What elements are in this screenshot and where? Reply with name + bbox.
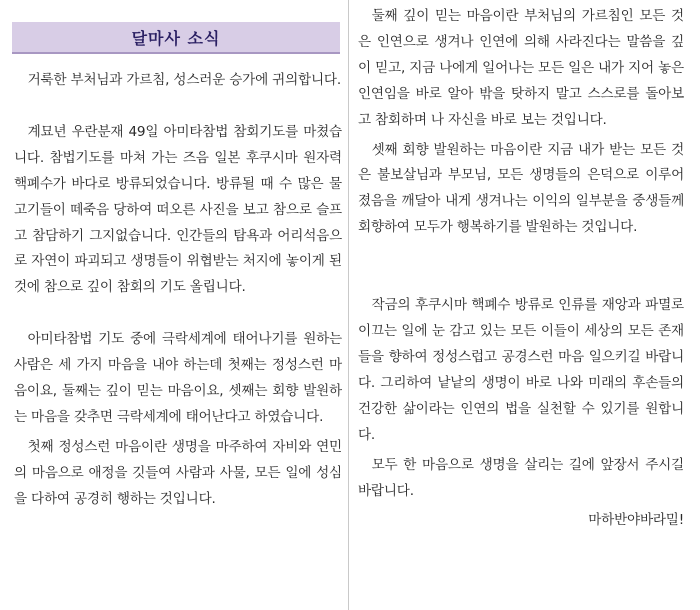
paragraph-fukushima: 작금의 후쿠시마 핵폐수 방류로 인류를 재앙과 파멸로 이끄는 일에 눈 감고 있는 모든 이들이 세상의 모든 존재들을 향하여 정성스럽고 공경스런 마음 일으키길 바랍니다. 그리하여 낱낱의 생명이 바로 나와 미래의 후손들의 건강한 삶이라는 인연의 법을 실천할 수 있기를 원합니다. (358, 297, 684, 443)
right-column (358, 4, 684, 534)
section-title: 달마사 소식 (131, 28, 221, 48)
paragraph-sincere-mind: 첫째 정성스런 마음이란 생명을 마주하여 자비와 연민의 마음으로 애정을 깃들여 사람과 사물, 모든 일에 성심을 다하여 공경히 행하는 것입니다. (14, 438, 342, 507)
column-divider (348, 0, 349, 610)
closing-chant: 마하반야바라밀! (588, 512, 684, 529)
paragraph-dedication: 셋째 회향 발원하는 마음이란 지금 내가 받는 모든 것은 불보살님과 부모님, 모든 생명들의 은덕으로 이루어졌음을 깨달아 내게 생겨나는 이익의 일부분을 중생들께 회향하여 모두가 행복하기를 발원하는 것입니다. (358, 141, 684, 236)
paragraph-deep-faith: 둘째 깊이 믿는 마음이란 부처님의 가르침인 모든 것은 인연으로 생겨나 인연에 의해 사라진다는 말씀을 깊이 믿고, 지금 나에게 일어나는 모든 일은 내가 지어 놓은 인연임을 바로 알아 밖을 탓하지 말고 스스로를 돌아보고 참회하며 나 자신을 바로 보는 것입니다. (358, 8, 684, 128)
paragraph-appeal: 모두 한 마음으로 생명을 살리는 길에 앞장서 주시길 바랍니다. (358, 456, 684, 499)
paragraph-repentance: 계묘년 우란분재 49일 아미타참법 참회기도를 마쳤습니다. 참법기도를 마쳐 가는 즈음 일본 후쿠시마 원자력 핵폐수가 바다로 방류되었습니다. 방류될 때 수 많은 물고기들이 떼죽음 당하여 떠오른 사진을 보고 참으로 슬프고 참담하기 그지없습니다. 인간들의 탐욕과 어리석음으로 자연이 파괴되고 생명들이 위협받는 처지에 놓이게 된 것에 참으로 깊이 참회의 기도 올립니다. (14, 123, 342, 296)
section-title-bar (12, 22, 340, 54)
paragraph-three-minds: 아미타참법 기도 중에 극락세계에 태어나기를 원하는 사람은 세 가지 마음을 내야 하는데 첫째는 정성스런 마음이요, 둘째는 깊이 믿는 마음이요, 셋째는 회향 발원하는 마음을 갖추면 극락세계에 태어난다고 하였습니다. (14, 331, 342, 425)
left-column (14, 68, 342, 513)
paragraph-greeting: 거룩한 부처님과 가르침, 성스러운 승가에 귀의합니다. (27, 72, 341, 88)
